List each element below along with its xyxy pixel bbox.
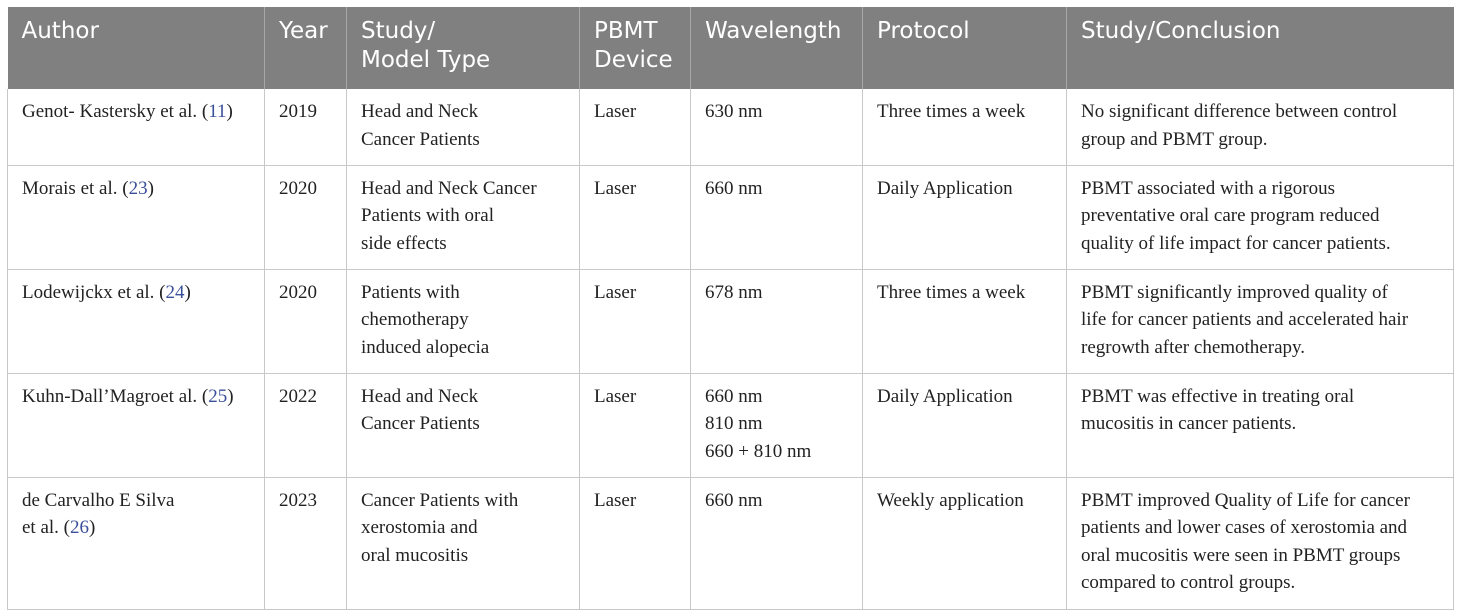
model-cell — [347, 269, 580, 373]
header-device — [580, 7, 691, 89]
reference-link[interactable]: 26 — [70, 517, 90, 538]
author-name: de Carvalho E Silva — [22, 489, 175, 511]
model-line: Head and Neck — [361, 101, 479, 122]
year-cell: 2022 — [265, 373, 347, 477]
conclusion-cell — [1067, 269, 1454, 373]
conclusion-line: PBMT was effective in treating oral — [1081, 385, 1355, 407]
conclusion-line: quality of life impact for cancer patients. — [1081, 232, 1391, 254]
author-cell — [8, 269, 265, 373]
author-paren: ) — [89, 517, 96, 538]
conclusion-line: group and PBMT group. — [1081, 128, 1268, 150]
conclusion-line: PBMT improved Quality of Life for cancer — [1081, 489, 1410, 511]
model-line: Head and Neck Cancer — [361, 177, 537, 199]
wavelength-line: 630 nm — [705, 101, 763, 122]
device-cell: Laser — [580, 89, 691, 165]
header-text: Study/ — [361, 18, 436, 44]
header-conclusion — [1067, 7, 1454, 89]
device-cell: Laser — [580, 165, 691, 269]
author-cell — [8, 165, 265, 269]
model-line: oral mucositis — [361, 544, 469, 566]
conclusion-line: regrowth after chemotherapy. — [1081, 336, 1306, 358]
model-line: Head and Neck — [361, 385, 479, 407]
header-text: Model Type — [361, 47, 491, 73]
wavelength-line: 660 nm — [705, 177, 763, 199]
conclusion-cell — [1067, 477, 1454, 609]
model-line: side effects — [361, 232, 447, 254]
model-line: Cancer Patients — [361, 413, 480, 434]
author-paren: ) — [184, 281, 191, 303]
wavelength-cell — [691, 165, 863, 269]
author-paren: ) — [227, 385, 234, 407]
conclusion-line: PBMT significantly improved quality of — [1081, 281, 1388, 303]
conclusion-line: PBMT associated with a rigorous — [1081, 177, 1336, 199]
conclusion-cell — [1067, 373, 1454, 477]
author-paren: ) — [147, 177, 154, 199]
conclusion-line: preventative oral care program reduced — [1081, 205, 1380, 226]
header-text: Year — [279, 18, 328, 44]
header-text: Study/Conclusion — [1081, 18, 1281, 44]
model-line: Patients with — [361, 281, 460, 303]
table-row — [8, 89, 1454, 165]
protocol-cell: Three times a week — [863, 89, 1067, 165]
header-text: Device — [594, 47, 673, 73]
model-line: Cancer Patients — [361, 128, 480, 150]
author-cell — [8, 89, 265, 165]
protocol-cell: Daily Application — [863, 165, 1067, 269]
reference-link[interactable]: 24 — [165, 281, 185, 303]
year-cell: 2023 — [265, 477, 347, 609]
model-line: xerostomia and — [361, 517, 478, 538]
header-text: Wavelength — [705, 18, 842, 44]
year-cell: 2019 — [265, 89, 347, 165]
wavelength-line: 678 nm — [705, 281, 763, 303]
header-wavelength — [691, 7, 863, 89]
conclusion-line: compared to control groups. — [1081, 572, 1296, 593]
year-cell: 2020 — [265, 165, 347, 269]
conclusion-line: No significant difference between control — [1081, 101, 1398, 122]
conclusion-line: life for cancer patients and accelerated hair — [1081, 309, 1409, 330]
table-row — [8, 165, 1454, 269]
header-text: Author — [21, 18, 99, 44]
table-row — [8, 477, 1454, 609]
reference-link[interactable]: 25 — [208, 385, 228, 407]
conclusion-line: oral mucositis were seen in PBMT groups — [1081, 544, 1401, 566]
header-row — [8, 7, 1454, 89]
model-line: induced alopecia — [361, 336, 490, 358]
conclusion-line: patients and lower cases of xerostomia and — [1081, 517, 1408, 538]
wavelength-cell — [691, 269, 863, 373]
header-year — [265, 7, 347, 89]
model-cell — [347, 165, 580, 269]
model-cell — [347, 477, 580, 609]
wavelength-cell — [691, 89, 863, 165]
conclusion-line: mucositis in cancer patients. — [1081, 413, 1297, 434]
author-cell — [8, 477, 265, 609]
wavelength-line: 660 + 810 nm — [705, 440, 812, 462]
protocol-cell: Three times a week — [863, 269, 1067, 373]
studies-table — [7, 7, 1454, 610]
year-cell: 2020 — [265, 269, 347, 373]
wavelength-line: 810 nm — [705, 413, 763, 434]
author-name: Morais et al. ( — [22, 177, 129, 199]
protocol-cell: Daily Application — [863, 373, 1067, 477]
device-cell: Laser — [580, 269, 691, 373]
model-line: Cancer Patients with — [361, 489, 519, 511]
header-author — [8, 7, 265, 89]
author-name: Genot- Kastersky et al. ( — [22, 101, 209, 122]
table-row — [8, 269, 1454, 373]
wavelength-cell — [691, 373, 863, 477]
model-cell — [347, 373, 580, 477]
device-cell: Laser — [580, 477, 691, 609]
wavelength-line: 660 nm — [705, 385, 763, 407]
protocol-cell: Weekly application — [863, 477, 1067, 609]
reference-link[interactable]: 11 — [208, 101, 227, 122]
model-line: Patients with oral — [361, 205, 494, 226]
model-cell — [347, 89, 580, 165]
device-cell: Laser — [580, 373, 691, 477]
author-cell — [8, 373, 265, 477]
table-row — [8, 373, 1454, 477]
header-text: Protocol — [877, 18, 970, 44]
author-name: Kuhn-Dall’Magroet al. ( — [22, 385, 209, 407]
header-model-type — [347, 7, 580, 89]
model-line: chemotherapy — [361, 309, 469, 330]
author-name: et al. ( — [22, 517, 71, 538]
conclusion-cell — [1067, 165, 1454, 269]
reference-link[interactable]: 23 — [128, 177, 148, 199]
author-name: Lodewijckx et al. ( — [22, 281, 166, 303]
wavelength-cell — [691, 477, 863, 609]
header-text: PBMT — [594, 18, 658, 44]
wavelength-line: 660 nm — [705, 489, 763, 511]
author-paren: ) — [226, 101, 233, 122]
header-protocol — [863, 7, 1067, 89]
conclusion-cell — [1067, 89, 1454, 165]
